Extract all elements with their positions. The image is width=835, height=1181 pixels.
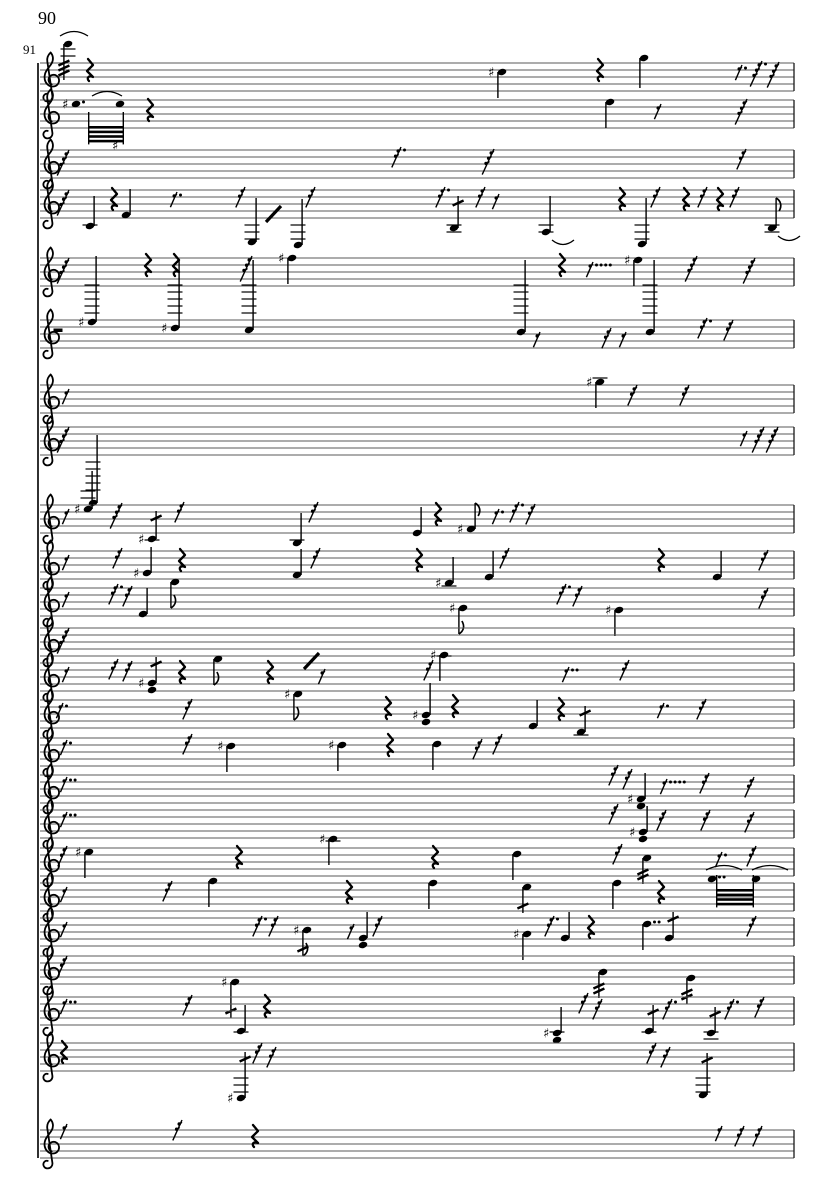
r16-rest-glyph [602, 328, 611, 348]
svg-text:♯: ♯ [435, 576, 442, 592]
note-glyph [765, 198, 781, 232]
staff-23 [40, 1033, 794, 1107]
r32-rest-glyph [766, 427, 778, 453]
staff-6 [40, 253, 794, 358]
note-glyph [245, 198, 260, 246]
quarter-rest-glyph [435, 503, 441, 525]
r16-rest-glyph [745, 812, 754, 832]
r32-rest-glyph [57, 427, 69, 453]
note-glyph [593, 968, 608, 998]
r16-rest-glyph [183, 734, 192, 754]
staff-24 [40, 1120, 794, 1169]
r8-rest-glyph [586, 262, 611, 277]
note-glyph [639, 54, 649, 88]
note-glyph [290, 513, 305, 547]
note-glyph [83, 196, 98, 230]
r32-rest-glyph [240, 256, 252, 282]
beam-group-glyph [716, 875, 754, 907]
note-glyph [170, 578, 180, 608]
note-glyph [227, 1052, 251, 1107]
r16-rest-glyph [700, 773, 709, 793]
r16-rest-glyph [109, 584, 123, 604]
svg-text:♯: ♯ [627, 792, 634, 808]
quarter-rest-glyph [619, 188, 625, 210]
note-glyph [605, 604, 624, 637]
note-glyph [412, 683, 431, 726]
r8-rest-glyph [60, 887, 67, 902]
r8-rest-glyph [56, 703, 68, 718]
staff-22 [40, 987, 794, 1045]
quarter-rest-glyph [658, 881, 664, 903]
quarter-rest-glyph [61, 1041, 67, 1063]
staff-1 [40, 32, 794, 102]
note-glyph [58, 40, 75, 80]
r32-rest-glyph [685, 256, 697, 282]
r16-rest-glyph [759, 588, 768, 608]
r16-rest-glyph [573, 586, 582, 606]
svg-text:♯: ♯ [605, 603, 612, 619]
svg-text:♯: ♯ [457, 522, 464, 538]
note-glyph [539, 196, 554, 236]
r16-rest-glyph [755, 997, 764, 1017]
svg-text:♯: ♯ [62, 97, 69, 113]
note-glyph [517, 883, 532, 913]
r8-rest-glyph [60, 740, 72, 755]
note-glyph [430, 649, 452, 682]
r8-rest-glyph [562, 667, 578, 682]
quarter-rest-glyph [179, 549, 185, 571]
r32-rest-glyph [57, 628, 69, 654]
note-glyph [543, 1007, 565, 1044]
r16-rest-glyph [526, 504, 535, 524]
note-glyph [704, 1007, 721, 1039]
quarter-rest-glyph [416, 549, 422, 571]
r16-rest-glyph [253, 916, 267, 936]
r16-rest-glyph [269, 916, 278, 936]
svg-text:♯: ♯ [221, 975, 228, 991]
r16-rest-glyph [557, 584, 571, 604]
r16-rest-glyph [737, 149, 746, 169]
svg-text:♯: ♯ [412, 708, 419, 724]
staff-4 [40, 180, 800, 250]
r8-rest-glyph [492, 509, 504, 524]
quarter-rest-glyph [236, 846, 242, 868]
svg-text:♯: ♯ [78, 315, 85, 331]
svg-text:♯: ♯ [629, 825, 636, 841]
r16-rest-glyph [473, 739, 482, 759]
r16-rest-glyph [123, 661, 132, 681]
svg-text:♯: ♯ [161, 321, 168, 337]
r8-rest-glyph [62, 389, 69, 404]
note-glyph [284, 688, 303, 721]
r16-rest-glyph [698, 318, 712, 338]
r8-rest-glyph [170, 192, 182, 207]
svg-text:♯: ♯ [293, 923, 300, 939]
r16-rest-glyph [593, 999, 602, 1019]
staff-3 [40, 140, 794, 189]
r8-rest-glyph [62, 592, 69, 607]
r8-rest-glyph [715, 1126, 722, 1141]
quarter-rest-glyph [658, 549, 664, 571]
measure-number-91: 91 [23, 42, 36, 57]
quarter-rest-glyph [683, 188, 689, 210]
svg-text:♯: ♯ [284, 687, 291, 703]
staff-2 [40, 90, 794, 155]
note-glyph [208, 877, 218, 907]
r8-rest-glyph [654, 104, 661, 119]
r16-rest-glyph [663, 999, 677, 1019]
svg-text:♯: ♯ [138, 676, 145, 692]
r16-rest-glyph [253, 1043, 262, 1063]
r16-rest-glyph [657, 810, 666, 830]
note-glyph [449, 602, 468, 635]
r16-rest-glyph [109, 659, 118, 679]
svg-text:♯: ♯ [319, 832, 326, 848]
r8-rest-glyph [60, 777, 76, 792]
staff-16 [40, 765, 794, 814]
r32-rest-glyph [750, 61, 767, 87]
svg-text:♯: ♯ [586, 375, 593, 391]
svg-text:♯: ♯ [227, 1091, 234, 1107]
r16-rest-glyph [725, 999, 739, 1019]
note-glyph [457, 503, 480, 538]
note-glyph [643, 260, 658, 336]
r8-rest-glyph [62, 509, 69, 524]
staff-12 [40, 618, 794, 667]
r8-rest-glyph [657, 703, 669, 718]
staff-19 [40, 866, 794, 922]
svg-text:♯: ♯ [624, 253, 631, 269]
r8-rest-glyph [492, 194, 499, 209]
r16-rest-glyph [745, 777, 754, 797]
r16-rest-glyph [58, 956, 67, 976]
staff-10 [40, 541, 794, 592]
note-glyph [627, 773, 646, 810]
note-glyph [292, 549, 302, 579]
r8-rest-glyph [62, 555, 69, 570]
r8-rest-glyph [60, 922, 67, 937]
beam-group-glyph [88, 112, 124, 144]
r16-rest-glyph [680, 385, 689, 405]
note-glyph [528, 700, 538, 730]
quarter-rest-glyph [111, 188, 117, 210]
r16-rest-glyph [613, 844, 622, 864]
staff-20 [40, 908, 794, 961]
staff-9 [40, 471, 794, 548]
staff-7 [40, 375, 794, 424]
r32-rest-glyph [57, 150, 69, 176]
r16-rest-glyph [759, 550, 768, 570]
staff-5 [40, 248, 794, 297]
staff-21 [40, 946, 794, 1019]
staff-17 [40, 800, 794, 849]
note-glyph [635, 198, 650, 248]
quarter-rest-glyph [558, 698, 564, 720]
staff-8 [40, 417, 794, 508]
svg-text:♯: ♯ [75, 845, 82, 861]
tie-glyph [552, 240, 574, 245]
note-glyph [138, 511, 162, 548]
half-rest-glyph [54, 329, 63, 333]
r8-rest-glyph [60, 999, 76, 1014]
r16-rest-glyph [753, 1126, 762, 1146]
note-glyph [319, 833, 341, 866]
note-glyph [484, 551, 494, 581]
r16-rest-glyph [747, 916, 756, 936]
r32-rest-glyph [743, 258, 755, 284]
svg-text:♯: ♯ [513, 927, 520, 943]
svg-text:♯: ♯ [543, 1026, 550, 1042]
note-glyph [217, 740, 236, 773]
quarter-rest-glyph [717, 188, 723, 210]
r16-rest-glyph [493, 734, 502, 754]
r8-rest-glyph [740, 431, 747, 446]
r16-rest-glyph [735, 1126, 744, 1146]
note-glyph [664, 912, 679, 942]
svg-text:♯: ♯ [278, 251, 285, 267]
svg-text:♯: ♯ [138, 532, 145, 548]
r16-rest-glyph [609, 804, 618, 824]
r16-rest-glyph [697, 699, 706, 719]
note-glyph [560, 912, 570, 942]
r16-rest-glyph [724, 320, 733, 340]
measure-number-90: 90 [38, 8, 56, 28]
quarter-rest-glyph [264, 995, 270, 1017]
note-glyph [74, 471, 96, 518]
r32-rest-glyph [57, 190, 69, 216]
staff-11 [40, 578, 794, 637]
tie-glyph [60, 32, 88, 37]
r32-rest-glyph [752, 427, 764, 453]
r16-rest-glyph [123, 586, 132, 606]
note-glyph [78, 256, 100, 331]
svg-text:♯: ♯ [112, 139, 119, 154]
staff-18 [40, 833, 794, 887]
note-glyph [133, 547, 152, 582]
staff-15 [40, 728, 794, 777]
svg-text:♯: ♯ [74, 502, 81, 518]
note-glyph [642, 1005, 659, 1035]
note-glyph [293, 924, 312, 957]
note-glyph [435, 557, 457, 592]
note-glyph [696, 1053, 713, 1099]
r16-rest-glyph [701, 810, 710, 830]
r32-rest-glyph [57, 258, 69, 284]
note-glyph [712, 551, 722, 581]
note-glyph [605, 98, 615, 128]
r32-rest-glyph [110, 503, 122, 529]
note-glyph [291, 199, 306, 249]
r16-rest-glyph [628, 385, 637, 405]
r16-rest-glyph [58, 846, 67, 866]
quarter-rest-glyph [267, 661, 273, 683]
svg-text:♯: ♯ [328, 738, 335, 754]
quarter-rest-glyph [432, 846, 438, 868]
note-glyph [681, 974, 696, 1004]
svg-text:♯: ♯ [430, 648, 437, 664]
quarter-rest-glyph [179, 661, 185, 683]
r16-rest-glyph [183, 995, 192, 1015]
r8-rest-glyph [60, 812, 76, 827]
note-glyph [447, 196, 464, 232]
note-glyph [86, 435, 101, 507]
svg-text:♯: ♯ [217, 739, 224, 755]
tie-glyph [778, 236, 800, 241]
r16-rest-glyph [183, 699, 192, 719]
r16-rest-glyph [163, 881, 172, 901]
r8-rest-glyph [660, 779, 685, 794]
note-glyph [514, 260, 529, 336]
sharp-icon [112, 139, 118, 154]
quarter-rest-glyph [588, 916, 594, 938]
svg-text:♯: ♯ [449, 601, 456, 617]
r8-rest-glyph [735, 65, 747, 80]
r16-rest-glyph [623, 769, 632, 789]
r16-rest-glyph [373, 916, 382, 936]
r16-rest-glyph [647, 1043, 656, 1063]
quarter-rest-glyph [346, 881, 352, 903]
tie-glyph [92, 92, 122, 97]
note-glyph [138, 588, 148, 618]
r16-rest-glyph [579, 993, 588, 1013]
tremolo-slash-glyph [304, 653, 319, 669]
svg-text:♯: ♯ [133, 566, 140, 582]
tremolo-slash-glyph [266, 206, 281, 222]
r16-rest-glyph [545, 916, 559, 936]
r16-rest-glyph [747, 846, 756, 866]
r8-rest-glyph [62, 667, 69, 682]
quarter-rest-glyph [147, 99, 153, 121]
svg-text:♯: ♯ [488, 65, 495, 81]
